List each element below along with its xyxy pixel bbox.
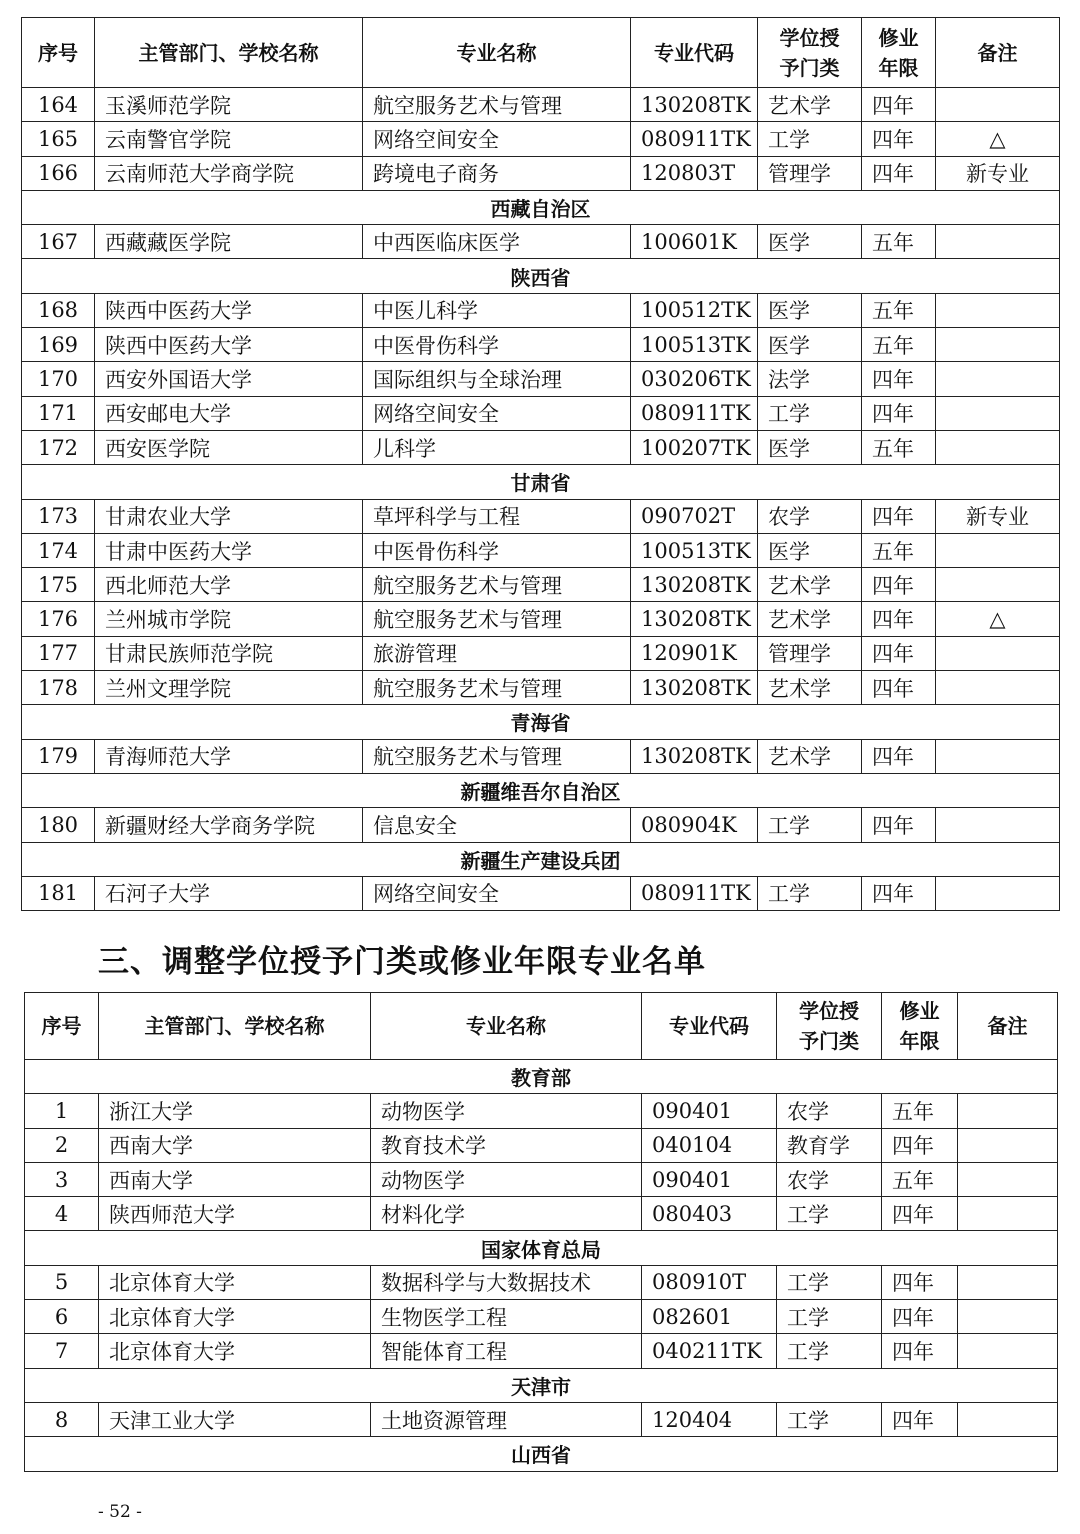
cell-major: 中医骨伤科学 bbox=[363, 328, 631, 362]
region-name: 新疆生产建设兵团 bbox=[22, 842, 1060, 876]
cell-note bbox=[936, 876, 1060, 910]
header-note: 备注 bbox=[936, 18, 1060, 88]
cell-years: 五年 bbox=[862, 328, 936, 362]
cell-years: 五年 bbox=[862, 225, 936, 259]
cell-note bbox=[936, 430, 1060, 464]
header-years: 修业 年限 bbox=[862, 18, 936, 88]
cell-note bbox=[958, 1300, 1058, 1334]
cell-years: 四年 bbox=[862, 739, 936, 773]
cell-code: 040104 bbox=[642, 1128, 777, 1162]
cell-code: 120404 bbox=[642, 1402, 777, 1436]
header-major: 专业名称 bbox=[371, 993, 642, 1060]
cell-seq: 165 bbox=[22, 122, 95, 156]
cell-note bbox=[936, 739, 1060, 773]
header-seq: 序号 bbox=[22, 18, 95, 88]
cell-degree: 艺术学 bbox=[758, 739, 862, 773]
cell-code: 040211TK bbox=[642, 1334, 777, 1368]
adjusted-major-list-table bbox=[24, 992, 1058, 1472]
cell-code: 080911TK bbox=[631, 876, 758, 910]
cell-degree: 医学 bbox=[758, 293, 862, 327]
cell-major: 草坪科学与工程 bbox=[363, 499, 631, 533]
major-list-table-continued bbox=[21, 17, 1060, 911]
cell-major: 生物医学工程 bbox=[371, 1300, 642, 1334]
cell-school: 天津工业大学 bbox=[99, 1402, 371, 1436]
table-row bbox=[25, 1265, 1058, 1299]
cell-years: 四年 bbox=[862, 156, 936, 190]
cell-seq: 177 bbox=[22, 636, 95, 670]
cell-major: 航空服务艺术与管理 bbox=[363, 671, 631, 705]
cell-school: 北京体育大学 bbox=[99, 1265, 371, 1299]
table-row bbox=[25, 1162, 1058, 1196]
cell-years: 五年 bbox=[862, 533, 936, 567]
region-section-row bbox=[25, 1437, 1058, 1471]
cell-major: 航空服务艺术与管理 bbox=[363, 88, 631, 122]
region-name: 国家体育总局 bbox=[25, 1231, 1058, 1265]
cell-code: 130208TK bbox=[631, 568, 758, 602]
cell-years: 四年 bbox=[862, 122, 936, 156]
cell-school: 兰州城市学院 bbox=[95, 602, 363, 636]
cell-school: 西北师范大学 bbox=[95, 568, 363, 602]
cell-major: 中医骨伤科学 bbox=[363, 533, 631, 567]
region-name: 青海省 bbox=[22, 705, 1060, 739]
table-row bbox=[25, 1197, 1058, 1231]
table-row bbox=[22, 328, 1060, 362]
cell-code: 080403 bbox=[642, 1197, 777, 1231]
cell-seq: 6 bbox=[25, 1300, 99, 1334]
cell-school: 云南师范大学商学院 bbox=[95, 156, 363, 190]
cell-seq: 170 bbox=[22, 362, 95, 396]
region-name: 教育部 bbox=[25, 1060, 1058, 1094]
cell-degree: 工学 bbox=[777, 1402, 882, 1436]
cell-years: 四年 bbox=[882, 1265, 958, 1299]
table-body bbox=[25, 1060, 1058, 1472]
cell-code: 080911TK bbox=[631, 122, 758, 156]
cell-school: 西藏藏医学院 bbox=[95, 225, 363, 259]
cell-degree: 工学 bbox=[777, 1197, 882, 1231]
cell-note bbox=[936, 362, 1060, 396]
cell-code: 082601 bbox=[642, 1300, 777, 1334]
header-degree: 学位授 予门类 bbox=[758, 18, 862, 88]
table-row bbox=[22, 88, 1060, 122]
cell-degree: 工学 bbox=[758, 808, 862, 842]
cell-code: 090702T bbox=[631, 499, 758, 533]
table-row bbox=[22, 430, 1060, 464]
cell-seq: 8 bbox=[25, 1402, 99, 1436]
region-section-row bbox=[22, 190, 1060, 224]
cell-note: △ bbox=[936, 602, 1060, 636]
cell-degree: 农学 bbox=[758, 499, 862, 533]
cell-code: 090401 bbox=[642, 1094, 777, 1128]
header-degree: 学位授 予门类 bbox=[777, 993, 882, 1060]
cell-seq: 167 bbox=[22, 225, 95, 259]
cell-seq: 178 bbox=[22, 671, 95, 705]
cell-major: 跨境电子商务 bbox=[363, 156, 631, 190]
cell-major: 航空服务艺术与管理 bbox=[363, 739, 631, 773]
cell-note bbox=[936, 808, 1060, 842]
cell-school: 青海师范大学 bbox=[95, 739, 363, 773]
cell-school: 陕西中医药大学 bbox=[95, 328, 363, 362]
cell-years: 四年 bbox=[862, 671, 936, 705]
cell-seq: 4 bbox=[25, 1197, 99, 1231]
cell-school: 浙江大学 bbox=[99, 1094, 371, 1128]
cell-school: 北京体育大学 bbox=[99, 1334, 371, 1368]
cell-note bbox=[958, 1334, 1058, 1368]
cell-degree: 艺术学 bbox=[758, 568, 862, 602]
table-row bbox=[22, 602, 1060, 636]
table-row bbox=[22, 499, 1060, 533]
cell-major: 航空服务艺术与管理 bbox=[363, 602, 631, 636]
cell-years: 四年 bbox=[882, 1402, 958, 1436]
region-name: 西藏自治区 bbox=[22, 190, 1060, 224]
cell-years: 四年 bbox=[862, 362, 936, 396]
cell-years: 五年 bbox=[862, 430, 936, 464]
cell-note bbox=[958, 1128, 1058, 1162]
cell-degree: 工学 bbox=[777, 1265, 882, 1299]
cell-major: 动物医学 bbox=[371, 1162, 642, 1196]
table-row bbox=[22, 293, 1060, 327]
cell-major: 旅游管理 bbox=[363, 636, 631, 670]
cell-degree: 艺术学 bbox=[758, 602, 862, 636]
table-row bbox=[22, 225, 1060, 259]
cell-code: 100513TK bbox=[631, 328, 758, 362]
cell-degree: 医学 bbox=[758, 328, 862, 362]
cell-code: 130208TK bbox=[631, 88, 758, 122]
header-major: 专业名称 bbox=[363, 18, 631, 88]
region-section-row bbox=[25, 1060, 1058, 1094]
cell-seq: 172 bbox=[22, 430, 95, 464]
table-row bbox=[22, 156, 1060, 190]
cell-seq: 2 bbox=[25, 1128, 99, 1162]
cell-school: 北京体育大学 bbox=[99, 1300, 371, 1334]
cell-degree: 工学 bbox=[758, 396, 862, 430]
table-row bbox=[22, 671, 1060, 705]
cell-code: 130208TK bbox=[631, 671, 758, 705]
cell-years: 四年 bbox=[862, 808, 936, 842]
cell-seq: 180 bbox=[22, 808, 95, 842]
cell-years: 四年 bbox=[862, 602, 936, 636]
cell-years: 四年 bbox=[862, 876, 936, 910]
cell-degree: 管理学 bbox=[758, 156, 862, 190]
cell-note bbox=[958, 1094, 1058, 1128]
cell-seq: 168 bbox=[22, 293, 95, 327]
cell-degree: 工学 bbox=[777, 1334, 882, 1368]
cell-school: 西南大学 bbox=[99, 1128, 371, 1162]
region-section-row bbox=[25, 1368, 1058, 1402]
cell-seq: 164 bbox=[22, 88, 95, 122]
cell-seq: 171 bbox=[22, 396, 95, 430]
cell-years: 四年 bbox=[882, 1300, 958, 1334]
cell-degree: 医学 bbox=[758, 430, 862, 464]
cell-seq: 174 bbox=[22, 533, 95, 567]
region-section-row bbox=[25, 1231, 1058, 1265]
table-row bbox=[25, 1300, 1058, 1334]
cell-school: 西安外国语大学 bbox=[95, 362, 363, 396]
cell-degree: 农学 bbox=[777, 1094, 882, 1128]
cell-school: 甘肃民族师范学院 bbox=[95, 636, 363, 670]
region-name: 陕西省 bbox=[22, 259, 1060, 293]
cell-years: 四年 bbox=[882, 1334, 958, 1368]
cell-seq: 1 bbox=[25, 1094, 99, 1128]
cell-note bbox=[958, 1197, 1058, 1231]
table-header-row bbox=[22, 18, 1060, 88]
cell-seq: 169 bbox=[22, 328, 95, 362]
cell-school: 西安邮电大学 bbox=[95, 396, 363, 430]
cell-degree: 教育学 bbox=[777, 1128, 882, 1162]
cell-note bbox=[936, 636, 1060, 670]
cell-years: 五年 bbox=[882, 1162, 958, 1196]
cell-seq: 3 bbox=[25, 1162, 99, 1196]
cell-seq: 7 bbox=[25, 1334, 99, 1368]
table-row bbox=[22, 568, 1060, 602]
cell-degree: 工学 bbox=[758, 122, 862, 156]
table-row bbox=[22, 396, 1060, 430]
cell-degree: 农学 bbox=[777, 1162, 882, 1196]
cell-note bbox=[958, 1402, 1058, 1436]
region-section-row bbox=[22, 465, 1060, 499]
cell-code: 080911TK bbox=[631, 396, 758, 430]
cell-code: 120901K bbox=[631, 636, 758, 670]
cell-seq: 173 bbox=[22, 499, 95, 533]
cell-code: 030206TK bbox=[631, 362, 758, 396]
cell-school: 西安医学院 bbox=[95, 430, 363, 464]
cell-years: 五年 bbox=[862, 293, 936, 327]
cell-school: 石河子大学 bbox=[95, 876, 363, 910]
cell-code: 080904K bbox=[631, 808, 758, 842]
cell-note bbox=[936, 328, 1060, 362]
cell-school: 云南警官学院 bbox=[95, 122, 363, 156]
cell-school: 玉溪师范学院 bbox=[95, 88, 363, 122]
cell-note bbox=[958, 1265, 1058, 1299]
region-name: 新疆维吾尔自治区 bbox=[22, 773, 1060, 807]
cell-school: 甘肃农业大学 bbox=[95, 499, 363, 533]
region-name: 山西省 bbox=[25, 1437, 1058, 1471]
table-row bbox=[22, 636, 1060, 670]
cell-years: 四年 bbox=[862, 568, 936, 602]
cell-major: 信息安全 bbox=[363, 808, 631, 842]
cell-major: 材料化学 bbox=[371, 1197, 642, 1231]
cell-major: 教育技术学 bbox=[371, 1128, 642, 1162]
header-note: 备注 bbox=[958, 993, 1058, 1060]
section-title: 三、调整学位授予门类或修业年限专业名单 bbox=[98, 944, 706, 980]
cell-degree: 工学 bbox=[758, 876, 862, 910]
cell-note bbox=[936, 568, 1060, 602]
region-section-row bbox=[22, 773, 1060, 807]
cell-seq: 179 bbox=[22, 739, 95, 773]
cell-code: 130208TK bbox=[631, 739, 758, 773]
cell-seq: 175 bbox=[22, 568, 95, 602]
cell-note bbox=[936, 533, 1060, 567]
cell-note bbox=[936, 88, 1060, 122]
cell-years: 四年 bbox=[882, 1128, 958, 1162]
cell-note: 新专业 bbox=[936, 156, 1060, 190]
cell-major: 网络空间安全 bbox=[363, 876, 631, 910]
cell-major: 网络空间安全 bbox=[363, 396, 631, 430]
cell-major: 动物医学 bbox=[371, 1094, 642, 1128]
region-section-row bbox=[22, 259, 1060, 293]
cell-code: 100513TK bbox=[631, 533, 758, 567]
cell-note: △ bbox=[936, 122, 1060, 156]
region-name: 天津市 bbox=[25, 1368, 1058, 1402]
cell-degree: 艺术学 bbox=[758, 88, 862, 122]
cell-major: 中医儿科学 bbox=[363, 293, 631, 327]
cell-code: 080910T bbox=[642, 1265, 777, 1299]
cell-seq: 5 bbox=[25, 1265, 99, 1299]
cell-code: 130208TK bbox=[631, 602, 758, 636]
cell-code: 100601K bbox=[631, 225, 758, 259]
table-row bbox=[22, 362, 1060, 396]
cell-degree: 管理学 bbox=[758, 636, 862, 670]
table-row bbox=[22, 739, 1060, 773]
table-row bbox=[22, 122, 1060, 156]
cell-major: 网络空间安全 bbox=[363, 122, 631, 156]
header-school: 主管部门、学校名称 bbox=[95, 18, 363, 88]
table-header-row bbox=[25, 993, 1058, 1060]
cell-years: 四年 bbox=[862, 499, 936, 533]
cell-school: 新疆财经大学商务学院 bbox=[95, 808, 363, 842]
region-section-row bbox=[22, 705, 1060, 739]
table-row bbox=[22, 808, 1060, 842]
table-row bbox=[25, 1128, 1058, 1162]
cell-years: 四年 bbox=[862, 396, 936, 430]
cell-note bbox=[936, 225, 1060, 259]
cell-code: 120803T bbox=[631, 156, 758, 190]
cell-major: 航空服务艺术与管理 bbox=[363, 568, 631, 602]
table-row bbox=[25, 1402, 1058, 1436]
cell-major: 儿科学 bbox=[363, 430, 631, 464]
cell-degree: 医学 bbox=[758, 225, 862, 259]
page-number: - 52 - bbox=[98, 1502, 142, 1522]
cell-major: 中西医临床医学 bbox=[363, 225, 631, 259]
cell-degree: 法学 bbox=[758, 362, 862, 396]
cell-years: 五年 bbox=[882, 1094, 958, 1128]
cell-major: 数据科学与大数据技术 bbox=[371, 1265, 642, 1299]
cell-major: 土地资源管理 bbox=[371, 1402, 642, 1436]
cell-code: 100207TK bbox=[631, 430, 758, 464]
table-row bbox=[22, 533, 1060, 567]
cell-school: 甘肃中医药大学 bbox=[95, 533, 363, 567]
header-code: 专业代码 bbox=[631, 18, 758, 88]
cell-years: 四年 bbox=[862, 636, 936, 670]
cell-seq: 166 bbox=[22, 156, 95, 190]
cell-note bbox=[936, 671, 1060, 705]
table-row bbox=[22, 876, 1060, 910]
cell-degree: 艺术学 bbox=[758, 671, 862, 705]
cell-note bbox=[936, 396, 1060, 430]
cell-school: 陕西中医药大学 bbox=[95, 293, 363, 327]
table-row bbox=[25, 1094, 1058, 1128]
region-name: 甘肃省 bbox=[22, 465, 1060, 499]
cell-note bbox=[936, 293, 1060, 327]
cell-seq: 181 bbox=[22, 876, 95, 910]
header-years: 修业 年限 bbox=[882, 993, 958, 1060]
cell-code: 090401 bbox=[642, 1162, 777, 1196]
cell-major: 智能体育工程 bbox=[371, 1334, 642, 1368]
cell-years: 四年 bbox=[882, 1197, 958, 1231]
header-code: 专业代码 bbox=[642, 993, 777, 1060]
header-school: 主管部门、学校名称 bbox=[99, 993, 371, 1060]
table-row bbox=[25, 1334, 1058, 1368]
cell-school: 兰州文理学院 bbox=[95, 671, 363, 705]
cell-years: 四年 bbox=[862, 88, 936, 122]
cell-major: 国际组织与全球治理 bbox=[363, 362, 631, 396]
cell-note bbox=[958, 1162, 1058, 1196]
table-body bbox=[22, 88, 1060, 911]
cell-school: 西南大学 bbox=[99, 1162, 371, 1196]
cell-seq: 176 bbox=[22, 602, 95, 636]
cell-school: 陕西师范大学 bbox=[99, 1197, 371, 1231]
region-section-row bbox=[22, 842, 1060, 876]
cell-note: 新专业 bbox=[936, 499, 1060, 533]
header-seq: 序号 bbox=[25, 993, 99, 1060]
cell-code: 100512TK bbox=[631, 293, 758, 327]
cell-degree: 医学 bbox=[758, 533, 862, 567]
cell-degree: 工学 bbox=[777, 1300, 882, 1334]
